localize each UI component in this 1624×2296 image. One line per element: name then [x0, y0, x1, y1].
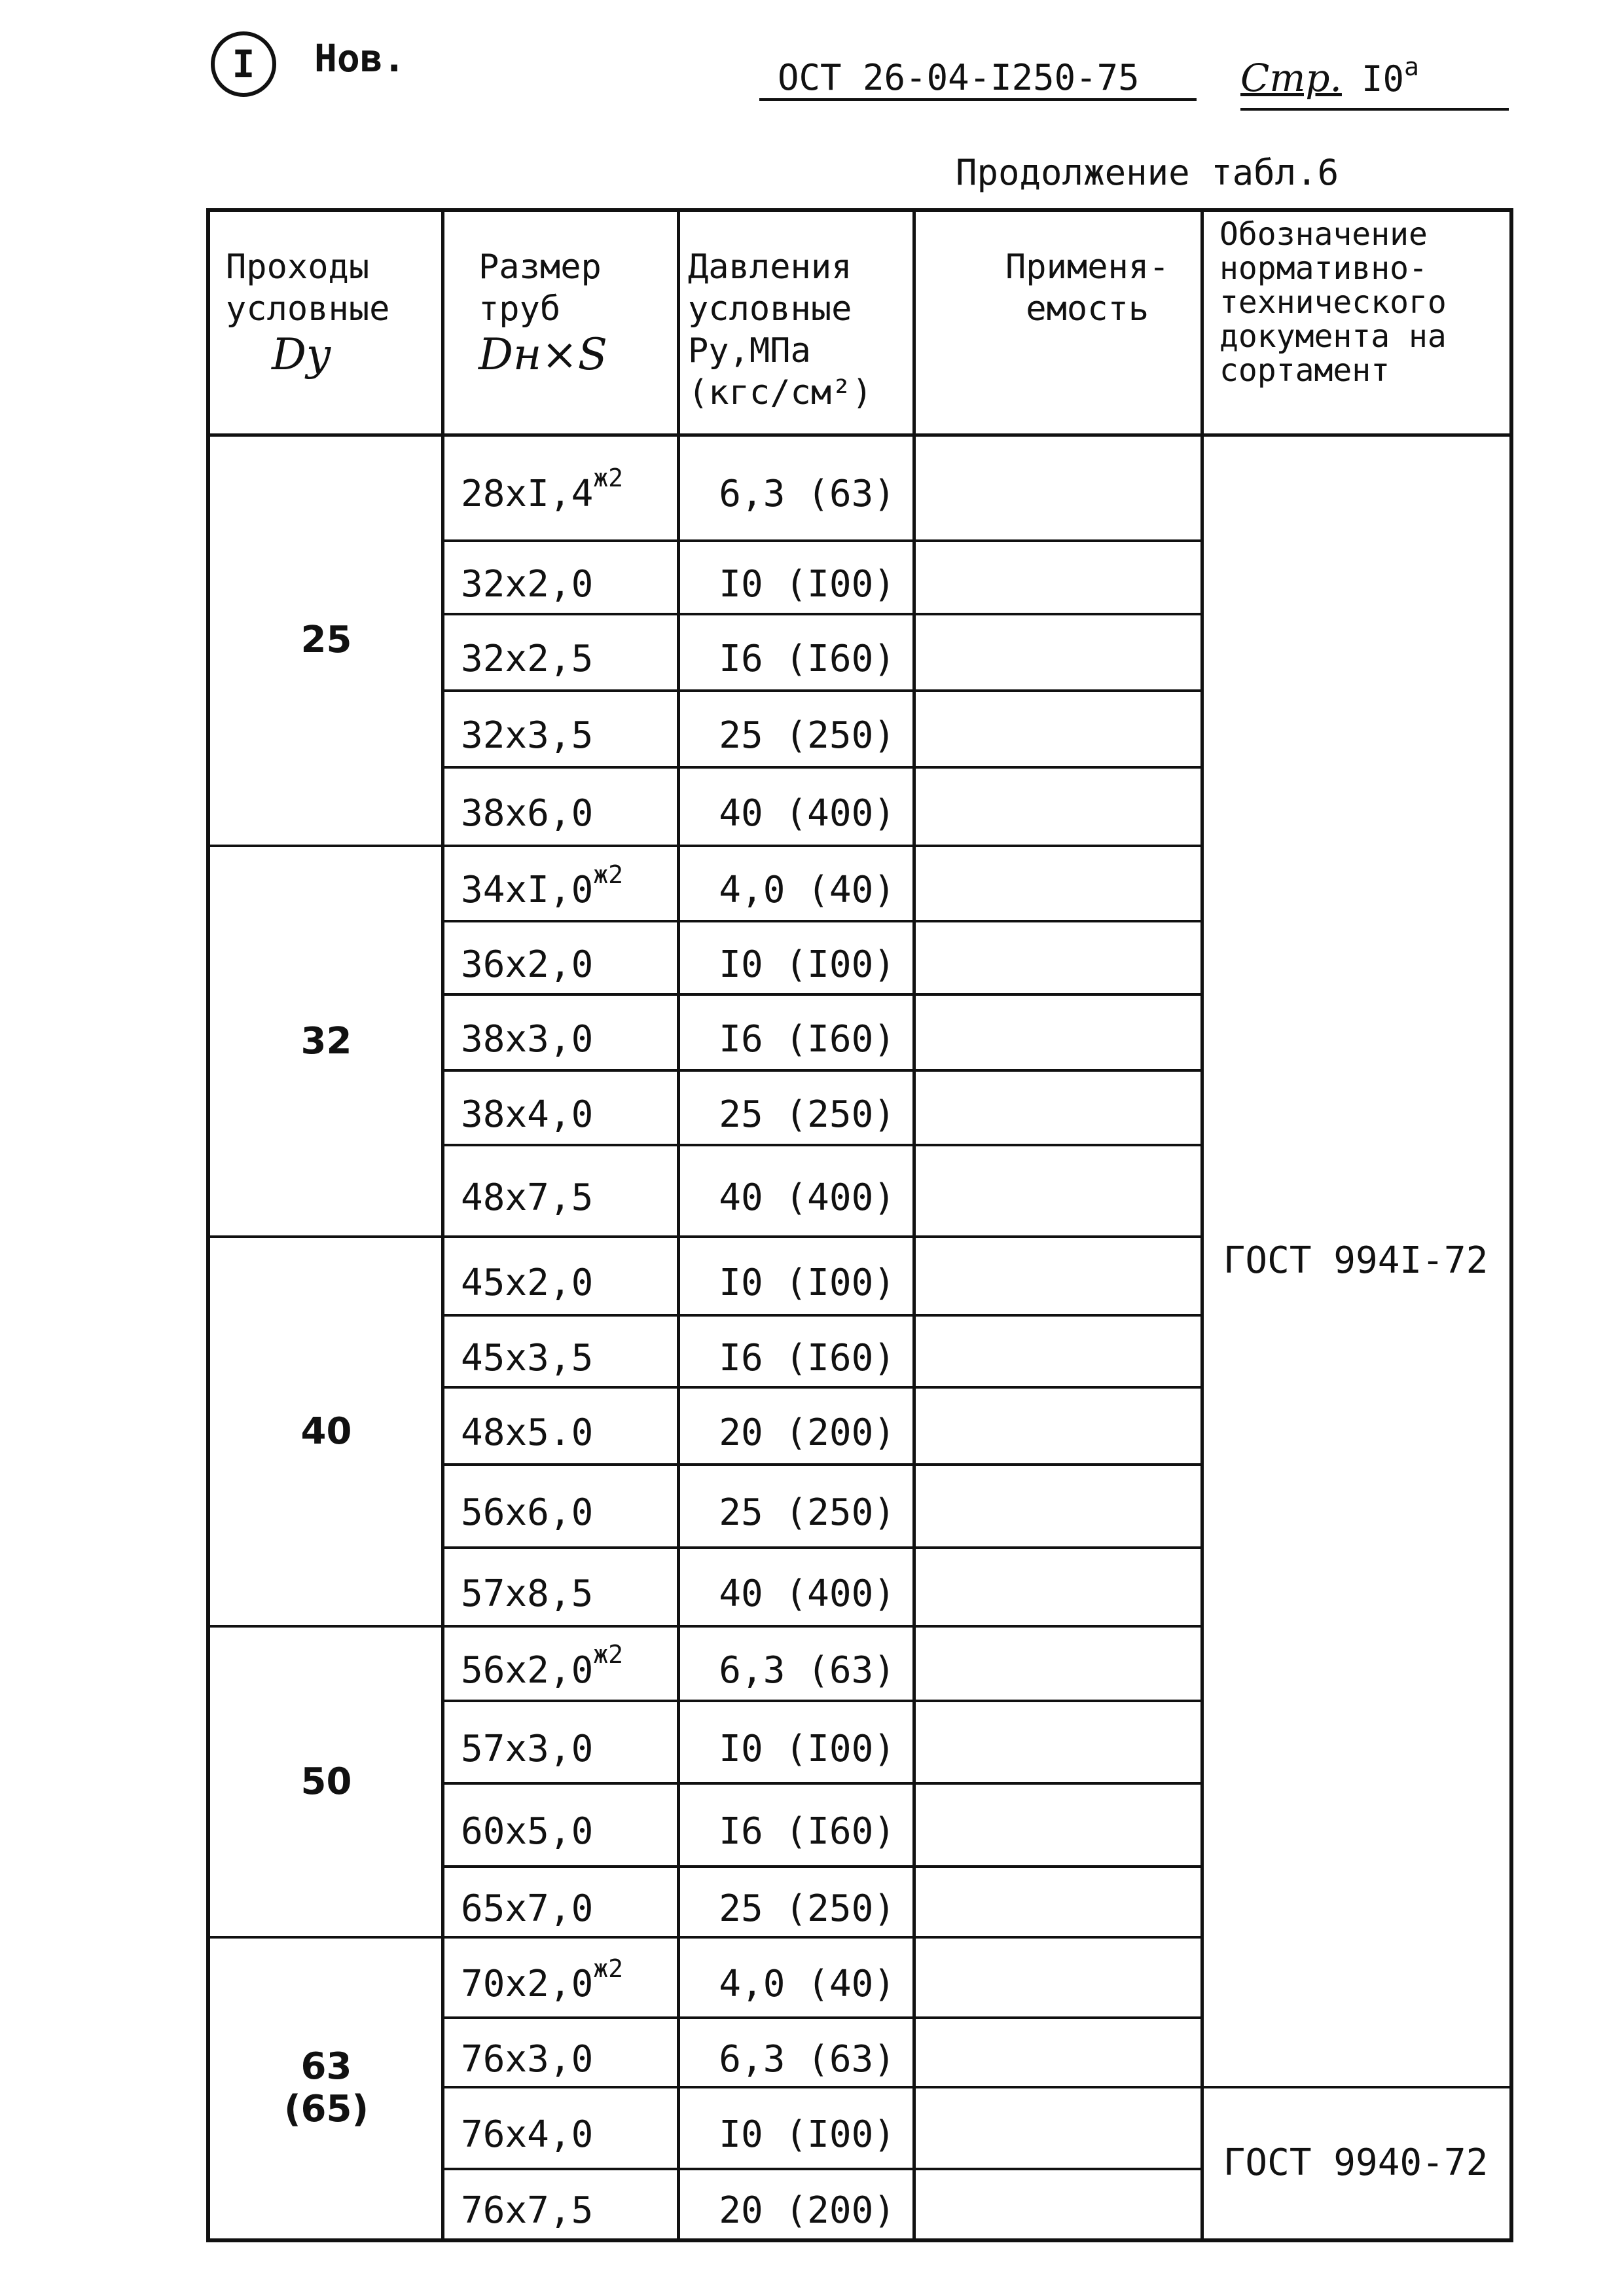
header-pressure-line2: условные: [688, 289, 852, 329]
pipe-size: 56x2,0: [461, 1649, 594, 1692]
pressure-cell: 20 (200): [719, 2189, 895, 2232]
pipe-size-cell: [461, 852, 623, 928]
nominal-diameter-cell: [210, 1937, 442, 2238]
header-standard-line5: сортамент: [1219, 352, 1390, 389]
nominal-diameter-cell: [210, 846, 442, 1237]
page-number-block: [1240, 52, 1509, 111]
pipe-size: 76x7,5: [461, 2189, 594, 2232]
page-number-value: I0: [1361, 58, 1404, 100]
standard-cell: ГОСТ 9940-72: [1223, 2141, 1489, 2184]
header-standard-line4: документа на: [1219, 318, 1447, 355]
pipe-size-cell: [461, 440, 623, 547]
pipe-size-cell: [461, 547, 593, 621]
column-divider: [912, 212, 916, 2238]
header-pressure: [688, 246, 873, 414]
pipe-size-cell: [461, 1394, 593, 1471]
pipe-size-cell: [461, 1077, 593, 1152]
header-dy-symbol: Dу: [272, 329, 332, 380]
pipe-size: 57x3,0: [461, 1727, 594, 1770]
pipe-size: 45x2,0: [461, 1261, 594, 1304]
pipe-size: 28xI,4: [461, 472, 594, 515]
footnote-mark: ж2: [593, 860, 624, 889]
header-applicability-line1: Применя-: [1005, 247, 1170, 287]
table-continuation-title: Продолжение табл.6: [956, 152, 1339, 193]
pressure-cell: I0 (I00): [719, 1727, 895, 1770]
pressure-cell: 20 (200): [719, 1411, 895, 1454]
nominal-diameter: 40: [300, 1410, 352, 1453]
pipe-size: 60x5,0: [461, 1810, 594, 1853]
pipe-table: [206, 208, 1513, 2242]
pipe-size: 76x4,0: [461, 2113, 594, 2156]
pressure-cell: 40 (400): [719, 1572, 895, 1615]
nominal-diameter-cell: [210, 433, 442, 846]
pipe-size: 32x3,5: [461, 714, 594, 757]
pressure-cell: 25 (250): [719, 1887, 895, 1930]
nominal-diameter: 50: [300, 1760, 352, 1803]
pressure-cell: I0 (I00): [719, 1261, 895, 1304]
pipe-size-cell: [461, 1554, 593, 1633]
pressure-cell: 25 (250): [719, 1093, 895, 1136]
nominal-diameter: 25: [300, 618, 352, 661]
pipe-size: 56x6,0: [461, 1491, 594, 1534]
header-standard-line3: технического: [1219, 284, 1447, 321]
pipe-size-cell: [461, 1001, 593, 1077]
revision-mark-text: I: [232, 42, 255, 86]
header-dy: [226, 246, 390, 380]
revision-mark: [211, 31, 276, 97]
pipe-size-cell: [461, 1944, 623, 2024]
nominal-diameter-alt: (65): [283, 2088, 369, 2130]
pressure-cell: I6 (I60): [719, 1017, 895, 1061]
pipe-size-cell: [461, 1471, 593, 1554]
pipe-size-cell: [461, 1790, 593, 1873]
pressure-cell: I6 (I60): [719, 1810, 895, 1853]
pipe-size: 38x6,0: [461, 792, 594, 835]
page-number-suffix: а: [1403, 52, 1419, 81]
header-size-line1: Размер: [478, 247, 602, 287]
footnote-mark: ж2: [593, 1640, 624, 1669]
pipe-size: 36x2,0: [461, 943, 594, 986]
pipe-size-cell: [461, 2024, 593, 2094]
pressure-cell: 6,3 (63): [719, 472, 895, 515]
pipe-size: 57x8,5: [461, 1572, 594, 1615]
pipe-size: 48x5.0: [461, 1411, 594, 1454]
header-dy-line2: условные: [226, 289, 390, 329]
pressure-cell: I6 (I60): [719, 1336, 895, 1379]
header-dy-line1: Проходы: [226, 247, 370, 287]
pipe-size-cell: [461, 1707, 593, 1790]
header-standard-line1: Обозначение: [1219, 216, 1428, 253]
pressure-cell: 40 (400): [719, 1176, 895, 1219]
header-standard: [1219, 217, 1447, 388]
pressure-cell: 25 (250): [719, 714, 895, 757]
pipe-size-cell: [461, 1322, 593, 1394]
header-pressure-line3: Ру,МПа: [688, 331, 811, 371]
document-code: ОСТ 26-04-I250-75: [759, 58, 1197, 101]
pressure-cell: 4,0 (40): [719, 1963, 895, 2005]
pipe-size: 32x2,0: [461, 562, 594, 606]
header-size: [478, 246, 607, 380]
header-pressure-line4: (кгс/см²): [688, 373, 873, 412]
pipe-size: 34xI,0: [461, 869, 594, 911]
header-size-symbol: Dн×S: [478, 329, 607, 380]
pipe-size: 38x3,0: [461, 1017, 594, 1061]
pipe-size-cell: [461, 697, 593, 774]
revision-note: Нов.: [314, 36, 406, 81]
page-number: [1361, 52, 1419, 100]
header-size-line2: труб: [478, 289, 561, 329]
pipe-size: 48x7,5: [461, 1176, 594, 1219]
footnote-mark: ж2: [593, 464, 624, 492]
pressure-cell: I0 (I00): [719, 943, 895, 986]
pressure-cell: I0 (I00): [719, 2113, 895, 2156]
pipe-size: 38x4,0: [461, 1093, 594, 1136]
pipe-size-cell: [461, 1243, 593, 1322]
pipe-size-cell: [461, 1873, 593, 1944]
pipe-size-cell: [461, 2176, 593, 2245]
pipe-size: 76x3,0: [461, 2037, 594, 2081]
pressure-cell: I6 (I60): [719, 638, 895, 680]
pipe-size: 45x3,5: [461, 1336, 594, 1379]
header-pressure-line1: Давления: [688, 247, 852, 287]
pipe-size: 32x2,5: [461, 638, 594, 680]
header-applicability: [1005, 246, 1169, 330]
pipe-size: 65x7,0: [461, 1887, 594, 1930]
pipe-size-cell: [461, 1633, 623, 1707]
footnote-mark: ж2: [593, 1954, 624, 1983]
pressure-cell: I0 (I00): [719, 562, 895, 606]
header-standard-line2: нормативно-: [1219, 250, 1428, 287]
pipe-size: 70x2,0: [461, 1963, 594, 2005]
pressure-cell: 25 (250): [719, 1491, 895, 1534]
header-applicability-line2: емость: [1026, 289, 1149, 329]
standard-cell: ГОСТ 994I-72: [1223, 1239, 1489, 1282]
pressure-cell: 6,3 (63): [719, 2037, 895, 2081]
pipe-size-cell: [461, 2094, 593, 2176]
page-label: Стр.: [1240, 56, 1342, 100]
nominal-diameter: 32: [300, 1020, 352, 1063]
pipe-size-cell: [461, 621, 593, 697]
nominal-diameter-cell: [210, 1237, 442, 1626]
pipe-size-cell: [461, 928, 593, 1001]
nominal-diameter-cell: [210, 1626, 442, 1937]
pressure-cell: 6,3 (63): [719, 1649, 895, 1692]
pipe-size-cell: [461, 774, 593, 852]
nominal-diameter: 63: [300, 2045, 352, 2088]
pressure-cell: 40 (400): [719, 792, 895, 835]
pipe-size-cell: [461, 1152, 593, 1243]
pressure-cell: 4,0 (40): [719, 869, 895, 911]
